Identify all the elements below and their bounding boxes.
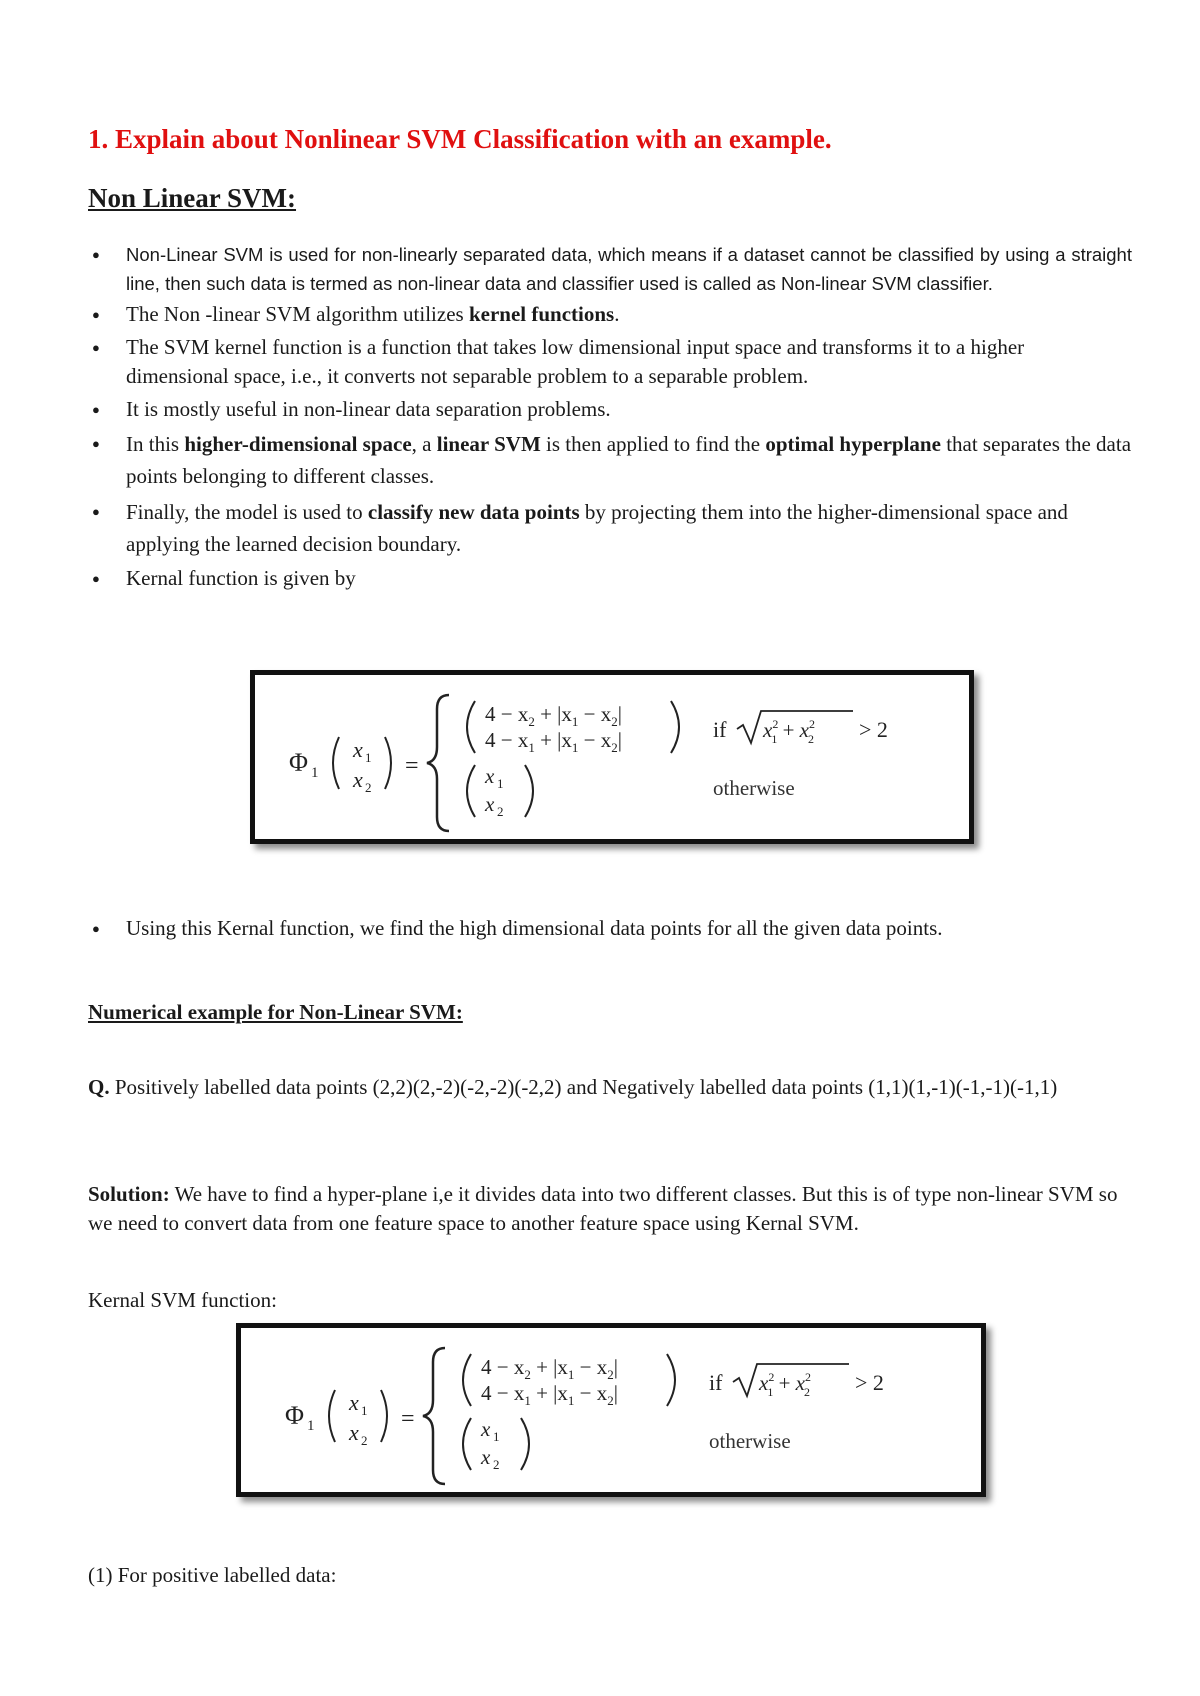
formula-sub: 2 [365,780,372,795]
bullet-item [92,428,1132,492]
formula-sqrt-body: $x^2$ $1 + x^2$ 2 [763,717,815,746]
bullet-text: Non-Linear SVM is used for non-linearly separated data, which means if a dataset cannot be classified by using a straight line, then such data is termed as non-linear data and classifier used is called as Non-linear SVM classifier. [126,244,1132,294]
bullet-text: by projecting them into the higher-dimensional space and applying the learned decision boundary. [126,500,1068,556]
bullet-list [92,240,1132,597]
formula-row: $4 - x_2 + |x_1 - x_2|$ [485,702,622,729]
formula-sub: 1 [497,776,504,791]
numerical-heading: Numerical example for Non-Linear SVM: [88,1000,463,1024]
formula-phi-sub: 1 [311,765,319,781]
brace-left [423,1348,445,1484]
paren-right [385,737,391,789]
solution-text: We have to find a hyper-plane i,e it divides data into two different classes. But this is of type non-linear SVM so we need to convert data from one feature space to another feature space using Kernal SVM. [88,1182,1118,1235]
formula-x: x [485,792,495,816]
bullet-bold: classify new data points [367,500,580,524]
bullet-text: Using this Kernal function, we find the high dimensional data points for all the given data points. [126,916,943,940]
question-title: 1. Explain about Nonlinear SVM Classification with an example. [88,124,832,154]
bullet-text: is then applied to find the [540,432,766,456]
bullet-bold: optimal hyperplane [765,432,941,456]
solution-paragraph [88,1180,1130,1238]
formula-x: x [485,764,495,788]
bullet-text: , a [411,432,437,456]
formula-phi-sub: 1 [307,1418,315,1434]
formula-row: $4 - x_1 + |x_1 - x_2|$ [481,1381,618,1408]
bullet-item [92,496,1132,560]
paren-left [463,1418,471,1470]
paren-right [521,1418,529,1470]
formula-otherwise: otherwise [713,776,795,800]
formula-sqrt-body: $x^2$ $1 + x^2$ 2 [759,1370,811,1399]
bullet-text: Kernal function is given by [126,566,356,590]
kernel-formula [241,1328,981,1492]
bullet-bold: linear SVM [436,432,541,456]
formula-x: x [481,1417,491,1441]
formula-x: x [349,1420,359,1445]
formula-otherwise: otherwise [709,1429,791,1453]
paren-left [329,1390,335,1442]
formula-sub: 1 [365,750,372,765]
bullet-text: The SVM kernel function is a function that takes low dimensional input space and transforms it to a higher dimensional space, i.e., it converts not separable problem to a separable problem. [126,335,1025,388]
paren-left [467,701,475,753]
formula-eq: = [401,1406,415,1432]
formula-eq: = [405,753,419,779]
bullet-text: It is mostly useful in non-linear data separation problems. [126,397,611,421]
formula-phi: Φ [289,748,309,777]
solution-label: Solution: [88,1182,170,1206]
question-label: Q. [88,1075,110,1099]
bullet-text: that separates the data points belonging to different classes. [126,432,1132,488]
section-heading: Non Linear SVM: [88,183,297,213]
bullet-item [92,914,1200,943]
paren-right [381,1390,387,1442]
bullet-text: . [614,302,620,326]
formula-x: x [353,767,363,792]
formula-phi: Φ [285,1401,305,1430]
question-paragraph [88,1073,1130,1102]
brace-left [427,695,449,831]
formula-if: if [709,1370,723,1395]
formula-cond: > 2 [859,717,888,742]
formula-sub: 1 [361,1403,368,1418]
formula-sub: 2 [497,804,504,819]
bullet-item [92,395,1132,424]
formula-sub: 2 [493,1457,500,1472]
formula-sub: 2 [361,1433,368,1448]
formula-sub: 1 [493,1429,500,1444]
formula-x: x [353,737,363,762]
paren-right [667,1354,675,1406]
bullet-text: The Non -linear SVM algorithm utilizes [126,302,469,326]
paren-left [467,765,475,817]
paren-left [463,1354,471,1406]
bullet-item [92,333,1132,391]
formula-cond: > 2 [855,1370,884,1395]
bullet-bold: higher-dimensional space [184,432,412,456]
formula-row: $4 - x_1 + |x_1 - x_2|$ [485,728,622,755]
kernal-svm-label: Kernal SVM function: [88,1288,277,1312]
formula-row: $4 - x_2 + |x_1 - x_2|$ [481,1355,618,1382]
paren-left [333,737,339,789]
formula-x: x [349,1390,359,1415]
paren-right [525,765,533,817]
kernel-formula-box [236,1323,986,1497]
formula-if: if [713,717,727,742]
bullet-text: Finally, the model is used to [126,500,368,524]
bullet-item [92,300,1132,329]
bullet-text: In this [126,432,185,456]
kernel-formula [255,675,969,839]
kernel-formula-box [250,670,974,844]
bullet-item [92,564,1132,593]
positive-labelled-heading: (1) For positive labelled data: [88,1563,337,1587]
question-text: Positively labelled data points (2,2)(2,-2)(-2,-2)(-2,2) and Negatively labelled data points (1,1)(1,-1)(-1,-1)(-1,1) [109,1075,1058,1099]
paren-right [671,701,679,753]
bullet-item [92,240,1132,298]
bullet-bold: kernel functions [468,302,615,326]
formula-x: x [481,1445,491,1469]
